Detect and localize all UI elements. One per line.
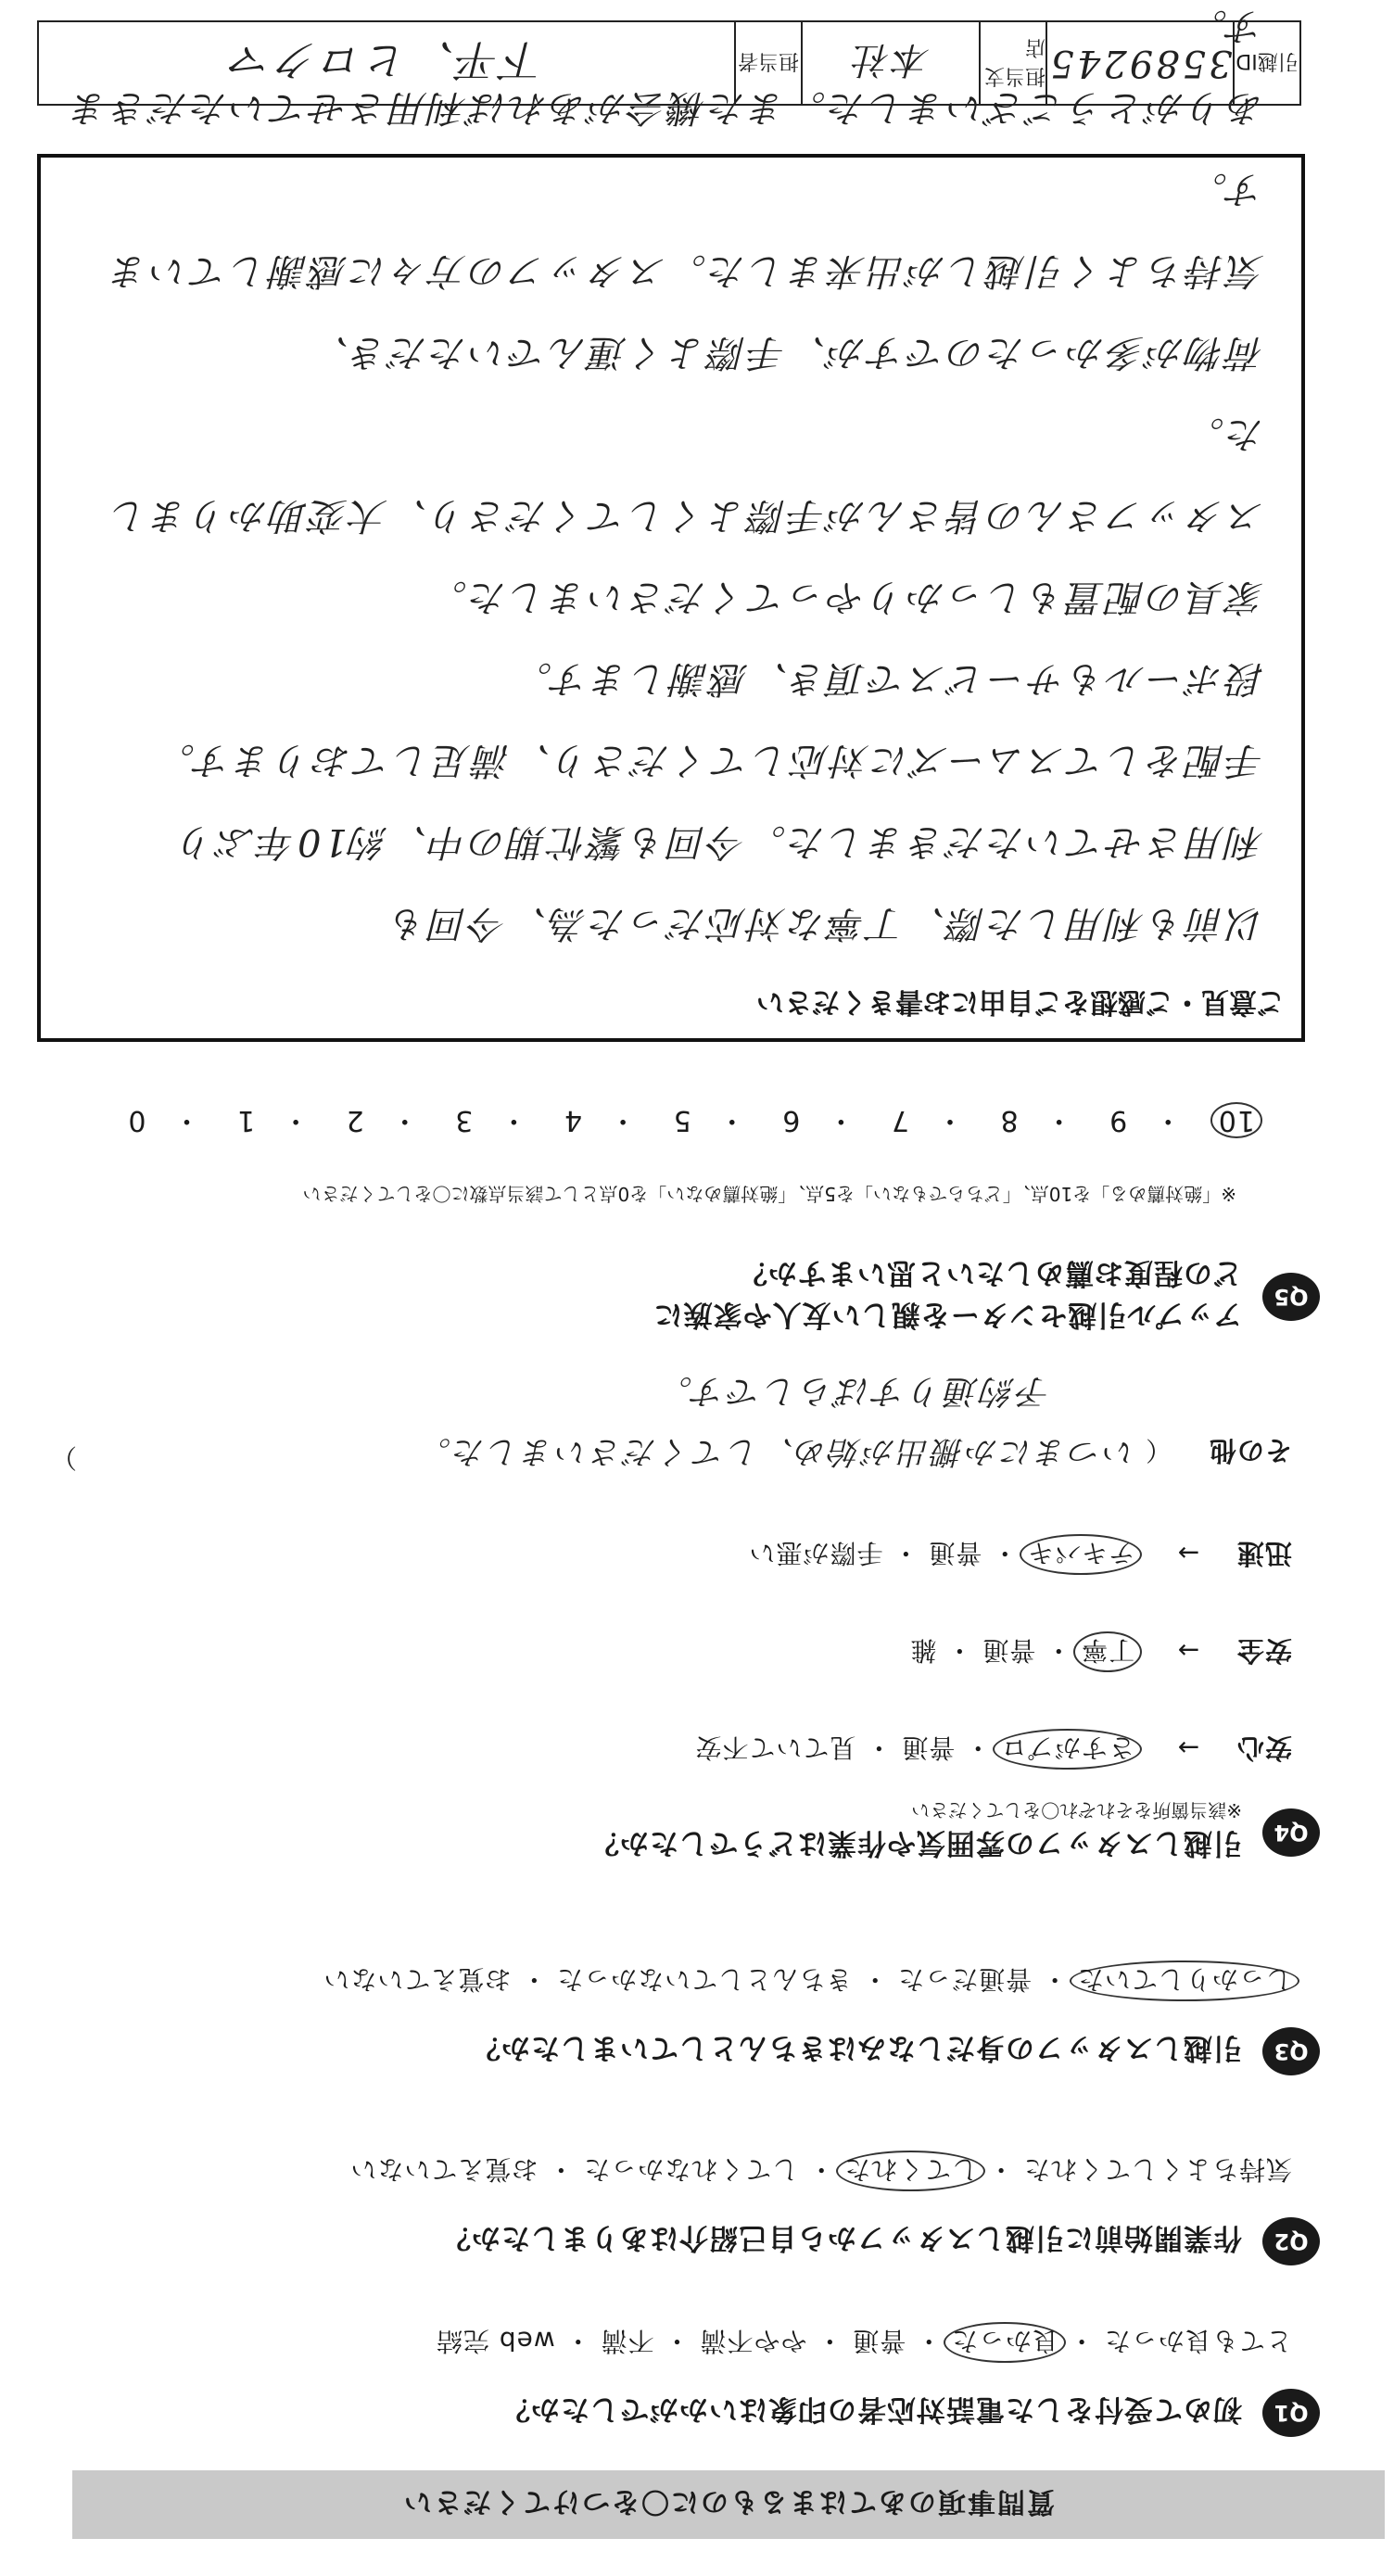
handwritten-other[interactable]: いつまにか搬出が始め、してくださいました。 xyxy=(416,1433,1136,1470)
staff-label: 担当者 xyxy=(734,22,801,104)
q2-options xyxy=(349,2151,1292,2191)
separator: ・ xyxy=(991,1538,1019,1568)
q3-option-selected[interactable]: しっかりしていた xyxy=(1070,1961,1299,2001)
branch-value[interactable]: 本社 xyxy=(801,22,979,104)
separator: ・ xyxy=(520,1964,548,1995)
question-4 xyxy=(589,1798,1320,1867)
q4-option[interactable]: 見ていて不安 xyxy=(694,1732,856,1763)
paren-open: （ xyxy=(1145,1435,1172,1466)
q1-option[interactable]: やや不満 xyxy=(699,2326,807,2356)
branch-label: 担当支店 xyxy=(979,22,1046,104)
comment-line: スタッフさんの皆さんが手際よくしてくださり、大変助かりました。 xyxy=(108,412,1264,537)
score-option[interactable]: 8 xyxy=(999,1104,1019,1136)
q2-badge: Q2 xyxy=(1262,2217,1320,2265)
question-1 xyxy=(501,2389,1320,2437)
q4-option-selected[interactable]: 丁寧 xyxy=(1073,1631,1142,1672)
separator: ・ xyxy=(861,1964,889,1995)
q5-note: ※「絶対薦める」を10点、「どちらでもない」を5点、「絶対薦めない」を0点として該当点数に〇をしてください xyxy=(302,1183,1236,1205)
q5-text-line2: どの程度お薦めしたいと思いますか？ xyxy=(738,1256,1242,1289)
id-value[interactable]: 3589245 xyxy=(1046,22,1233,104)
q4-other xyxy=(50,1432,1292,1478)
arrow-icon: → xyxy=(1176,1732,1200,1763)
paren-close: ） xyxy=(50,1442,78,1473)
separator: ・ xyxy=(865,1732,893,1763)
q3-options xyxy=(323,1961,1292,2001)
q4-option[interactable]: 普通 xyxy=(982,1635,1036,1666)
score-option[interactable]: 5 xyxy=(672,1104,691,1136)
q2-option[interactable]: 気持ちよくしてくれた xyxy=(1022,2154,1292,2185)
score-option[interactable]: 3 xyxy=(454,1104,474,1136)
q4-option[interactable]: 手際が悪い xyxy=(748,1538,883,1568)
q4-note: ※該当箇所をそれぞれ〇をしてください xyxy=(911,1799,1242,1821)
separator: ・ xyxy=(915,2326,943,2356)
comment-line: 家具の配置もしっかりやってくださいました。 xyxy=(427,576,1264,618)
q1-option[interactable]: 普通 xyxy=(852,2326,906,2356)
q1-option[interactable]: とても良かった xyxy=(1103,2326,1292,2356)
q4-row-jinsoku xyxy=(748,1534,1292,1575)
q5-scale: 10 ・9 ・8 ・7 ・6 ・5 ・4 ・3 ・2 ・1 ・0 xyxy=(127,1102,1255,1144)
id-label: 引越ID xyxy=(1233,22,1299,104)
separator: ・ xyxy=(964,1732,992,1763)
comment-line: 段ボールもサービスで頂き、感謝します。 xyxy=(512,657,1264,700)
q1-option-selected[interactable]: 良かった xyxy=(944,2322,1066,2363)
q3-option[interactable]: お覚えていない xyxy=(323,1964,512,1995)
q4-category: 迅速 xyxy=(1236,1538,1292,1569)
comment-line: 手配をしてスムーズに対応してくださり、満足しております。 xyxy=(155,739,1264,781)
q1-badge: Q1 xyxy=(1262,2389,1320,2437)
q4-category: 安心 xyxy=(1236,1732,1292,1764)
separator: ・ xyxy=(1041,1964,1069,1995)
separator: ・ xyxy=(892,1538,919,1568)
separator: ・ xyxy=(1068,2326,1096,2356)
q3-option[interactable]: きちんとしていなかった xyxy=(556,1964,853,1995)
q2-option-selected[interactable]: してくれた xyxy=(836,2151,985,2191)
separator: ・ xyxy=(816,2326,843,2356)
arrow-icon: → xyxy=(1176,1538,1200,1568)
q4-badge: Q4 xyxy=(1262,1808,1320,1857)
score-option[interactable]: 6 xyxy=(781,1104,801,1136)
separator: ・ xyxy=(663,2326,691,2356)
comments-heading: ご意見・ご感想をご自由にお書きください xyxy=(756,985,1285,1018)
q1-options xyxy=(436,2322,1292,2363)
score-option[interactable]: 4 xyxy=(563,1104,583,1136)
score-option[interactable]: 0 xyxy=(127,1104,146,1136)
separator: ・ xyxy=(1045,1635,1072,1666)
q1-option[interactable]: 不満 xyxy=(600,2326,654,2356)
score-option[interactable]: 1 xyxy=(236,1104,256,1136)
comments-handwriting[interactable] xyxy=(69,0,1264,964)
arrow-icon: → xyxy=(1176,1635,1200,1666)
score-option[interactable]: 9 xyxy=(1109,1104,1128,1136)
instruction-banner: 質問事項のあてはまるものに〇をつけてください xyxy=(72,2470,1385,2539)
separator: ・ xyxy=(987,2154,1015,2185)
q4-option[interactable]: 普通 xyxy=(928,1538,982,1568)
q4-row-anshin xyxy=(694,1729,1292,1770)
staff-value[interactable]: 下平、ヒロクマ xyxy=(227,35,546,85)
separator: ・ xyxy=(807,2154,835,2185)
separator: ・ xyxy=(547,2154,575,2185)
q1-text: 初めて受付をした電話対応者の印象はいかがでしたか？ xyxy=(501,2392,1242,2427)
q4-option[interactable]: 普通 xyxy=(901,1732,956,1763)
question-2 xyxy=(441,2217,1320,2265)
question-5 xyxy=(653,1255,1320,1339)
q4-option-selected[interactable]: テキパキ xyxy=(1020,1534,1142,1575)
comment-line: 以前も利用した際、丁寧な対応だった為、今回も xyxy=(387,902,1264,945)
q4-category: 安全 xyxy=(1236,1635,1292,1667)
q4-row-anzen xyxy=(909,1631,1292,1672)
q4-option-selected[interactable]: さすがプロ xyxy=(993,1729,1142,1770)
other-label: その他 xyxy=(1208,1435,1292,1466)
comment-line: 荷物が多かったのですが、手際よく運んでいただき、 xyxy=(309,331,1264,374)
comment-line: ありがとうございました。また機会があれば利用させていただきます。 xyxy=(69,5,1264,129)
score-option[interactable]: 2 xyxy=(345,1104,364,1136)
separator: ・ xyxy=(945,1635,973,1666)
q3-option[interactable]: 普通だった xyxy=(897,1964,1033,1995)
q4-text: 引越しスタッフの雰囲気や作業はどうでしたか？ xyxy=(589,1826,1242,1859)
q5-badge: Q5 xyxy=(1262,1273,1320,1321)
q1-option[interactable]: web 完結 xyxy=(435,2326,555,2356)
handwritten-other-line2: 予約通りすばらしです。 xyxy=(655,1372,1051,1410)
q3-badge: Q3 xyxy=(1262,2027,1320,2075)
q2-text: 作業開始前に引越しスタッフから自己紹介はありましたか？ xyxy=(441,2221,1242,2255)
score-10-selected[interactable]: 10 xyxy=(1210,1102,1262,1138)
footer-table xyxy=(37,20,1301,106)
separator: ・ xyxy=(564,2326,591,2356)
q5-text-line1: アップル引越センターを親しい友人や家族に xyxy=(653,1298,1242,1331)
score-option[interactable]: 7 xyxy=(890,1104,909,1136)
comment-line: 気持ちよく引越しが出来ました。スタッフの方々に感謝しています。 xyxy=(108,168,1264,292)
q2-option[interactable]: してくれなかった xyxy=(583,2154,799,2185)
question-3 xyxy=(471,2027,1320,2075)
comment-line: 利用させていただきました。今回も繁忙期の中、約10年ぶり xyxy=(175,820,1264,863)
q4-option[interactable]: 雑 xyxy=(909,1635,937,1666)
q3-text: 引越しスタッフの身だしなみはきちんとしていましたか？ xyxy=(471,2031,1242,2065)
q2-option[interactable]: お覚えていない xyxy=(349,2154,539,2185)
